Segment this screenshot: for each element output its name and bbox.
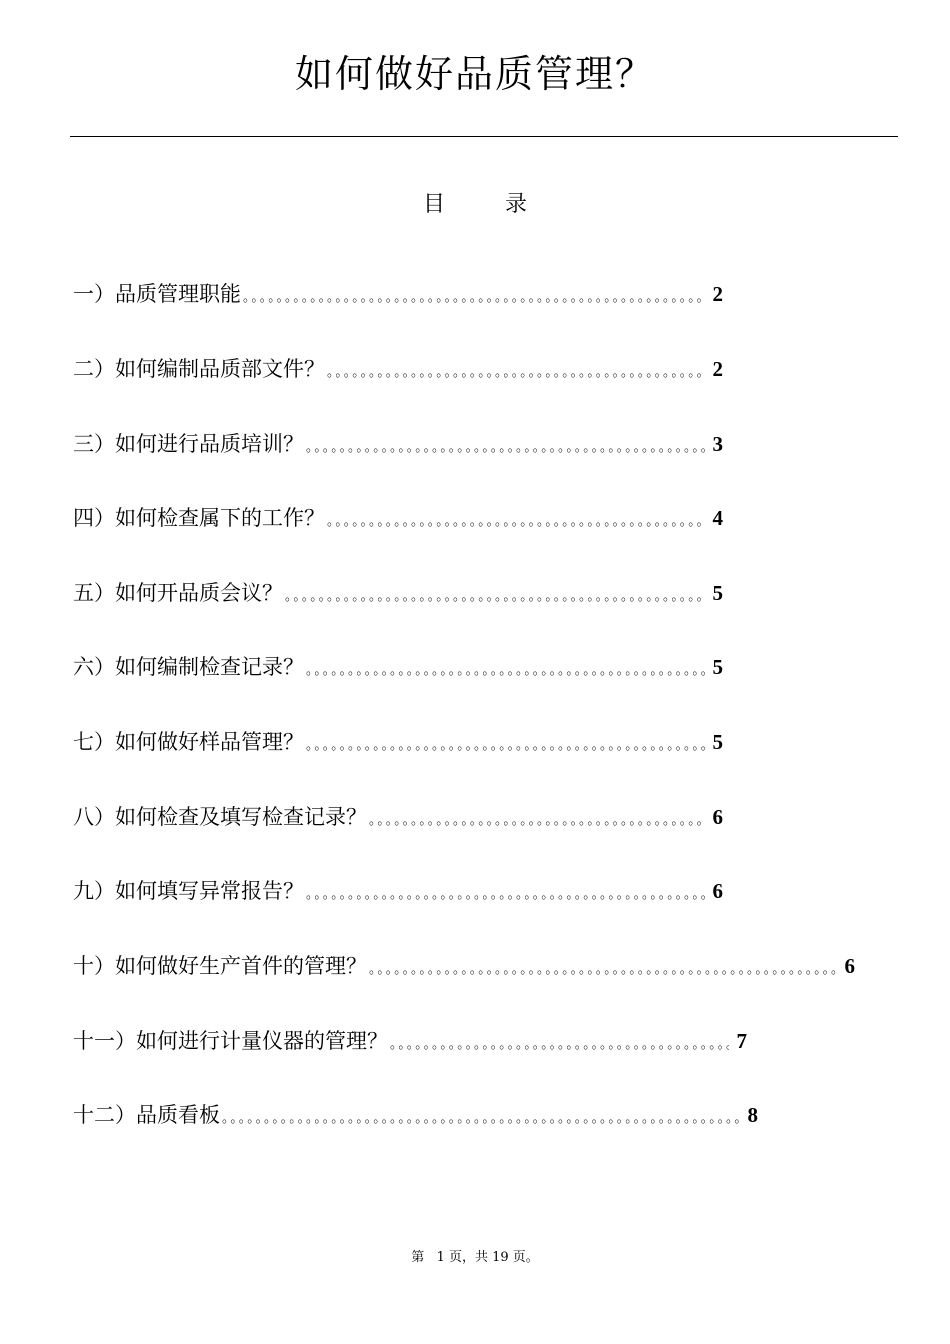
toc-entry-label: 十二）品质看板 — [73, 1103, 220, 1127]
toc-entry-label: 三）如何进行品质培训？ — [73, 432, 304, 456]
toc-entry[interactable] — [73, 278, 723, 310]
toc-leader-dots — [325, 506, 705, 538]
toc-entry-label: 十一）如何进行计量仪器的管理？ — [73, 1029, 388, 1053]
toc-entry[interactable] — [73, 577, 723, 609]
toc-leader-dots — [367, 954, 837, 986]
toc-leader-dots — [220, 1103, 740, 1135]
toc-leader-dots — [241, 282, 705, 314]
toc-entry-page: 8 — [747, 1103, 758, 1127]
toc-entry-label: 十）如何做好生产首件的管理？ — [73, 954, 367, 978]
toc-entry[interactable] — [73, 353, 723, 385]
toc-entry[interactable] — [73, 875, 723, 907]
document-title: 如何做好品质管理？ — [294, 52, 655, 96]
toc-entry-page: 6 — [712, 879, 723, 903]
page-footer: 第 1 页，共 19 页。 — [411, 1250, 539, 1265]
toc-entry-label: 八）如何检查及填写检查记录？ — [73, 805, 367, 829]
toc-leader-dots — [325, 357, 705, 389]
toc-entry[interactable] — [73, 502, 723, 534]
toc-entry[interactable] — [73, 950, 855, 982]
toc-entry[interactable] — [73, 1099, 758, 1131]
toc-entry-page: 6 — [712, 805, 723, 829]
toc-entry-page: 2 — [712, 357, 723, 381]
toc-entry-page: 5 — [712, 581, 723, 605]
toc-leader-dots — [304, 730, 705, 762]
toc-entry[interactable] — [73, 428, 723, 460]
toc-leader-dots — [283, 581, 705, 613]
toc-entry-page: 3 — [712, 432, 723, 456]
toc-entry-label: 六）如何编制检查记录？ — [73, 655, 304, 679]
toc-entry-label: 一）品质管理职能 — [73, 282, 241, 306]
toc-entry[interactable] — [73, 651, 723, 683]
toc-entry-label: 九）如何填写异常报告？ — [73, 879, 304, 903]
toc-leader-dots — [304, 432, 705, 464]
toc-entry-page: 6 — [844, 954, 855, 978]
toc-entry-label: 五）如何开品质会议？ — [73, 581, 283, 605]
toc-leader-dots — [388, 1029, 729, 1061]
title-divider — [70, 136, 898, 137]
toc-entry[interactable] — [73, 1025, 747, 1057]
toc-entry-page: 5 — [712, 730, 723, 754]
toc-leader-dots — [304, 655, 705, 687]
toc-heading-right: 录 — [505, 192, 528, 217]
toc-entry-label: 七）如何做好样品管理？ — [73, 730, 304, 754]
toc-leader-dots — [304, 879, 705, 911]
toc-entry-label: 二）如何编制品质部文件？ — [73, 357, 325, 381]
toc-entry-label: 四）如何检查属下的工作？ — [73, 506, 325, 530]
toc-heading-left: 目 — [422, 192, 445, 217]
toc-entry[interactable] — [73, 726, 723, 758]
toc-entry-page: 7 — [736, 1029, 747, 1053]
toc-entry[interactable] — [73, 801, 723, 833]
toc-entry-page: 5 — [712, 655, 723, 679]
toc-heading — [0, 190, 950, 220]
toc-entry-page: 4 — [712, 506, 723, 530]
toc-entry-page: 2 — [712, 282, 723, 306]
toc-leader-dots — [367, 805, 705, 837]
